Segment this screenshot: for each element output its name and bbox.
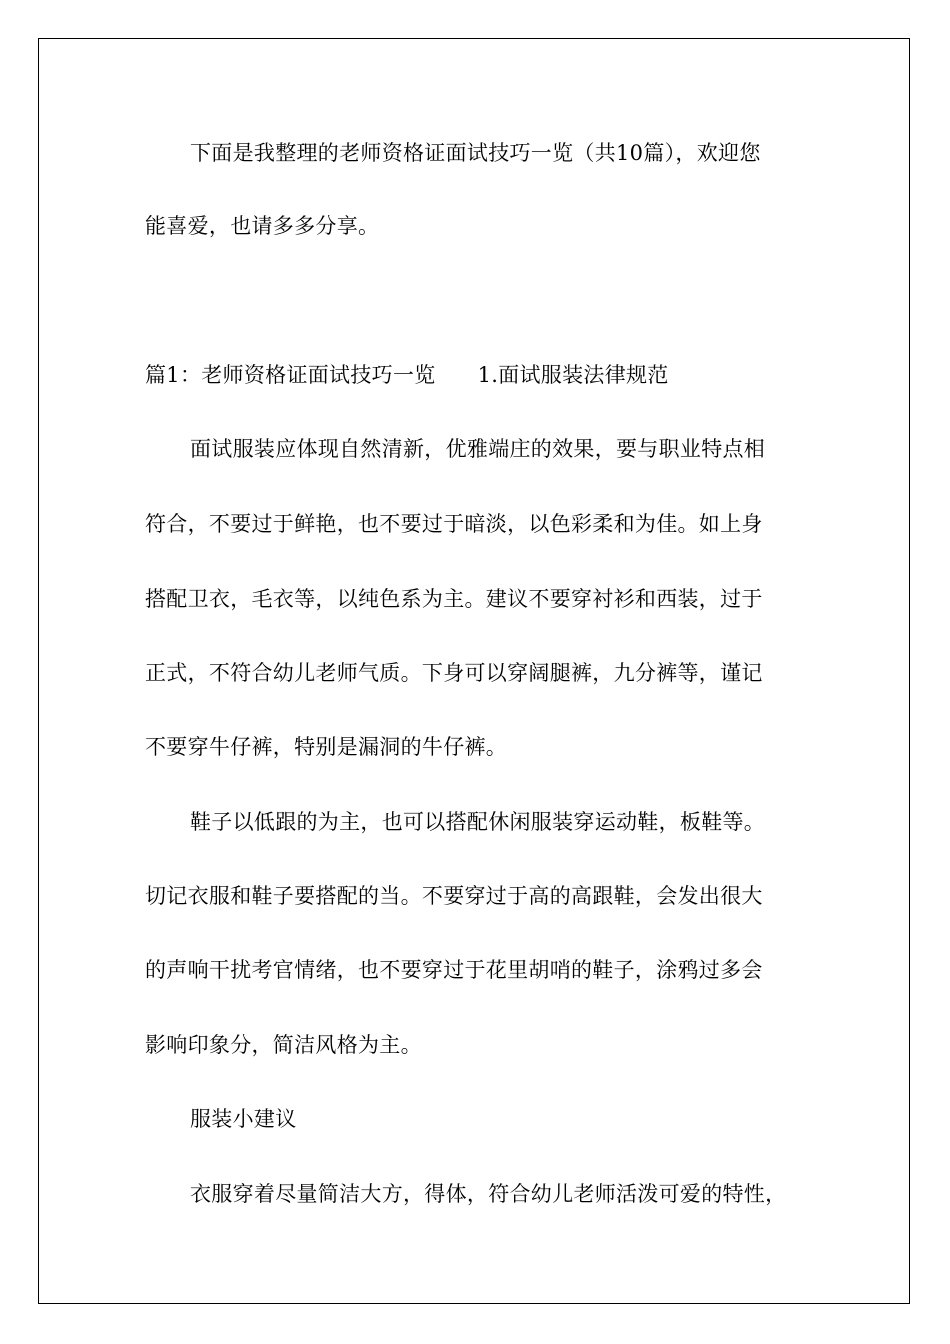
paragraph1-line-1: 面试服装应体现自然清新，优雅端庄的效果，要与职业特点相 [190,437,766,461]
paragraph3-line-1: 衣服穿着尽量简洁大方，得体，符合幼儿老师活泼可爱的特性， [190,1182,787,1206]
article-title: 篇1：老师资格证面试技巧一览 [145,363,436,387]
paragraph1-line-3: 搭配卫衣，毛衣等，以纯色系为主。建议不要穿衬衫和西装，过于 [145,587,763,611]
paragraph1-line-4: 正式，不符合幼儿老师气质。下身可以穿阔腿裤，九分裤等，谨记 [145,661,763,685]
paragraph2-line-1: 鞋子以低跟的为主，也可以搭配休闲服装穿运动鞋，板鞋等。 [190,810,766,834]
section-heading [145,361,669,389]
paragraph1-line-2: 符合，不要过于鲜艳，也不要过于暗淡，以色彩柔和为佳。如上身 [145,512,763,536]
intro-line-2: 能喜爱，也请多多分享。 [145,214,380,238]
intro-line-1: 下面是我整理的老师资格证面试技巧一览（共10篇），欢迎您 [190,141,761,165]
paragraph1-line-5: 不要穿牛仔裤，特别是漏洞的牛仔裤。 [145,735,508,759]
paragraph2-line-2: 切记衣服和鞋子要搭配的当。不要穿过于高的高跟鞋，会发出很大 [145,884,763,908]
paragraph2-line-3: 的声响干扰考官情绪，也不要穿过于花里胡哨的鞋子，涂鸦过多会 [145,958,763,982]
section-subtitle: 1.面试服装法律规范 [477,363,669,387]
subheading: 服装小建议 [190,1107,297,1131]
paragraph2-line-4: 影响印象分，简洁风格为主。 [145,1033,422,1057]
